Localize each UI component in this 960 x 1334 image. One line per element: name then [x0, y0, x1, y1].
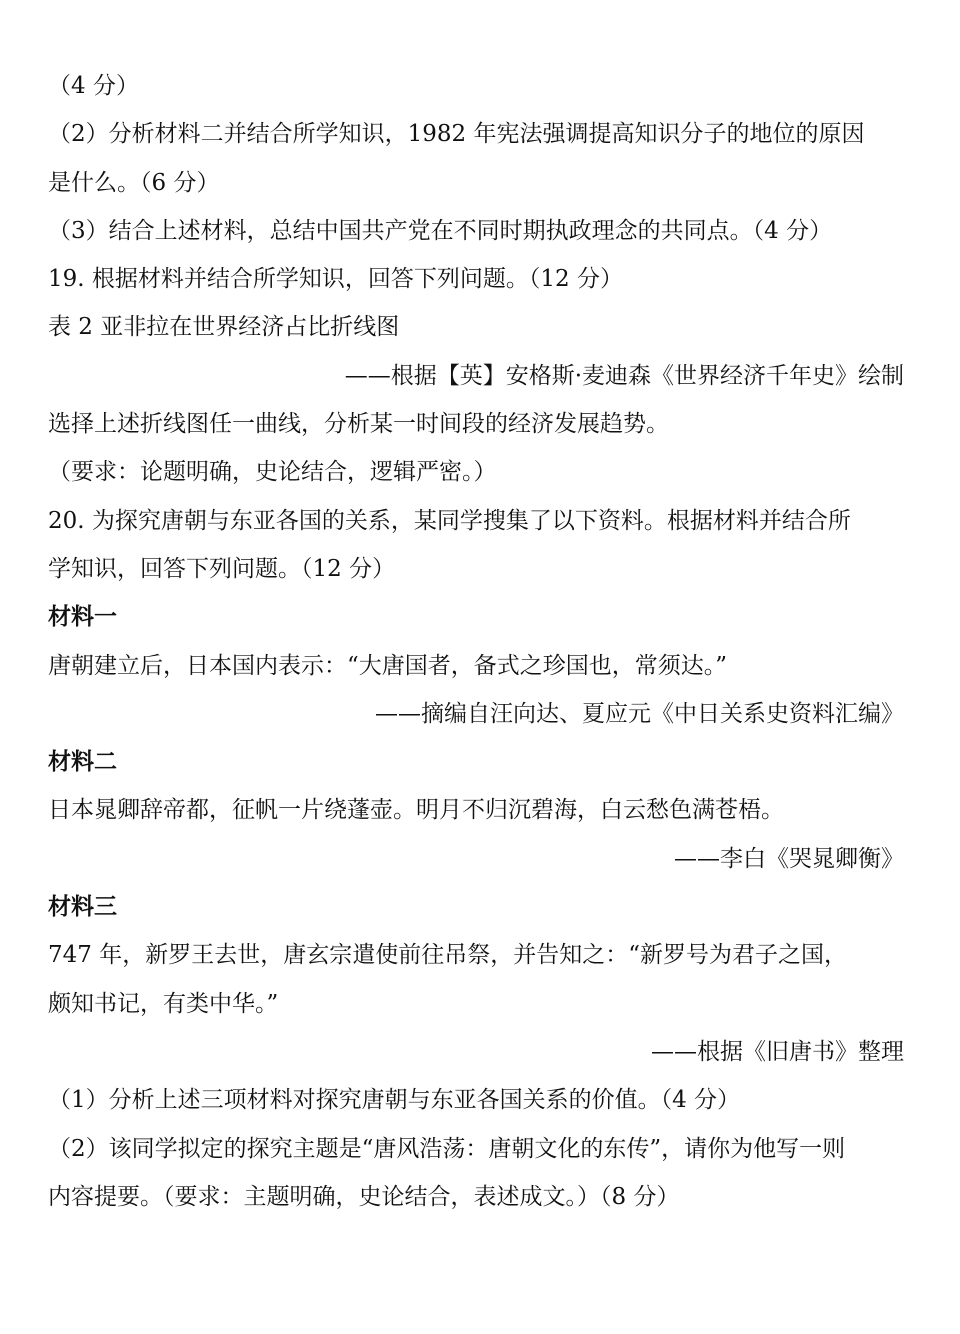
material-text: 唐朝建立后，日本国内表示：“大唐国者，备式之珍国也，常须达。” [48, 652, 728, 679]
material-text: 颇知书记，有类中华。” [48, 990, 279, 1017]
document-page [0, 62, 960, 1221]
source-citation: ——摘编自汪向达、夏应元《中日关系史资料汇编》 [375, 700, 904, 727]
requirement-text: （要求：论题明确，史论结合，逻辑严密。） [48, 459, 497, 486]
material-heading-3: 材料三 [48, 894, 117, 921]
text-line: 内容提要。（要求：主题明确，史论结合，表述成文。）（8 分） [48, 1183, 680, 1210]
table-caption: 表 2 亚非拉在世界经济占比折线图 [48, 314, 400, 341]
question-20-title: 20. 为探究唐朝与东亚各国的关系，某同学搜集了以下资料。根据材料并结合所 [48, 507, 851, 534]
question-20-1: （1）分析上述三项材料对探究唐朝与东亚各国关系的价值。（4 分） [48, 1087, 741, 1114]
question-20-2: （2）该同学拟定的探究主题是“唐风浩荡：唐朝文化的东传”，请你为他写一则 [48, 1135, 846, 1162]
material-text: 747 年，新罗王去世，唐玄宗遣使前往吊祭，并告知之：“新罗号为君子之国， [48, 942, 847, 969]
question-18-2: （2）分析材料二并结合所学知识，1982 年宪法强调提高知识分子的地位的原因 [48, 121, 865, 148]
material-heading-1: 材料一 [48, 604, 117, 631]
question-19-title: 19. 根据材料并结合所学知识，回答下列问题。（12 分） [48, 266, 623, 293]
text-line: 选择上述折线图任一曲线，分析某一时间段的经济发展趋势。 [48, 411, 669, 438]
text-line: （4 分） [48, 73, 139, 99]
source-citation: ——李白《哭晁卿衡》 [674, 845, 904, 872]
text-line: 学知识，回答下列问题。（12 分） [48, 555, 396, 582]
text-line: 是什么。（6 分） [48, 169, 220, 196]
material-heading-2: 材料二 [48, 749, 117, 776]
source-citation: ——根据《旧唐书》整理 [651, 1038, 904, 1065]
question-18-3: （3）结合上述材料，总结中国共产党在不同时期执政理念的共同点。（4 分） [48, 217, 833, 244]
material-text: 日本晁卿辞帝都，征帆一片绕蓬壶。明月不归沉碧海，白云愁色满苍梧。 [48, 797, 784, 824]
source-citation: ——根据【英】安格斯·麦迪森《世界经济千年史》绘制 [344, 362, 904, 389]
